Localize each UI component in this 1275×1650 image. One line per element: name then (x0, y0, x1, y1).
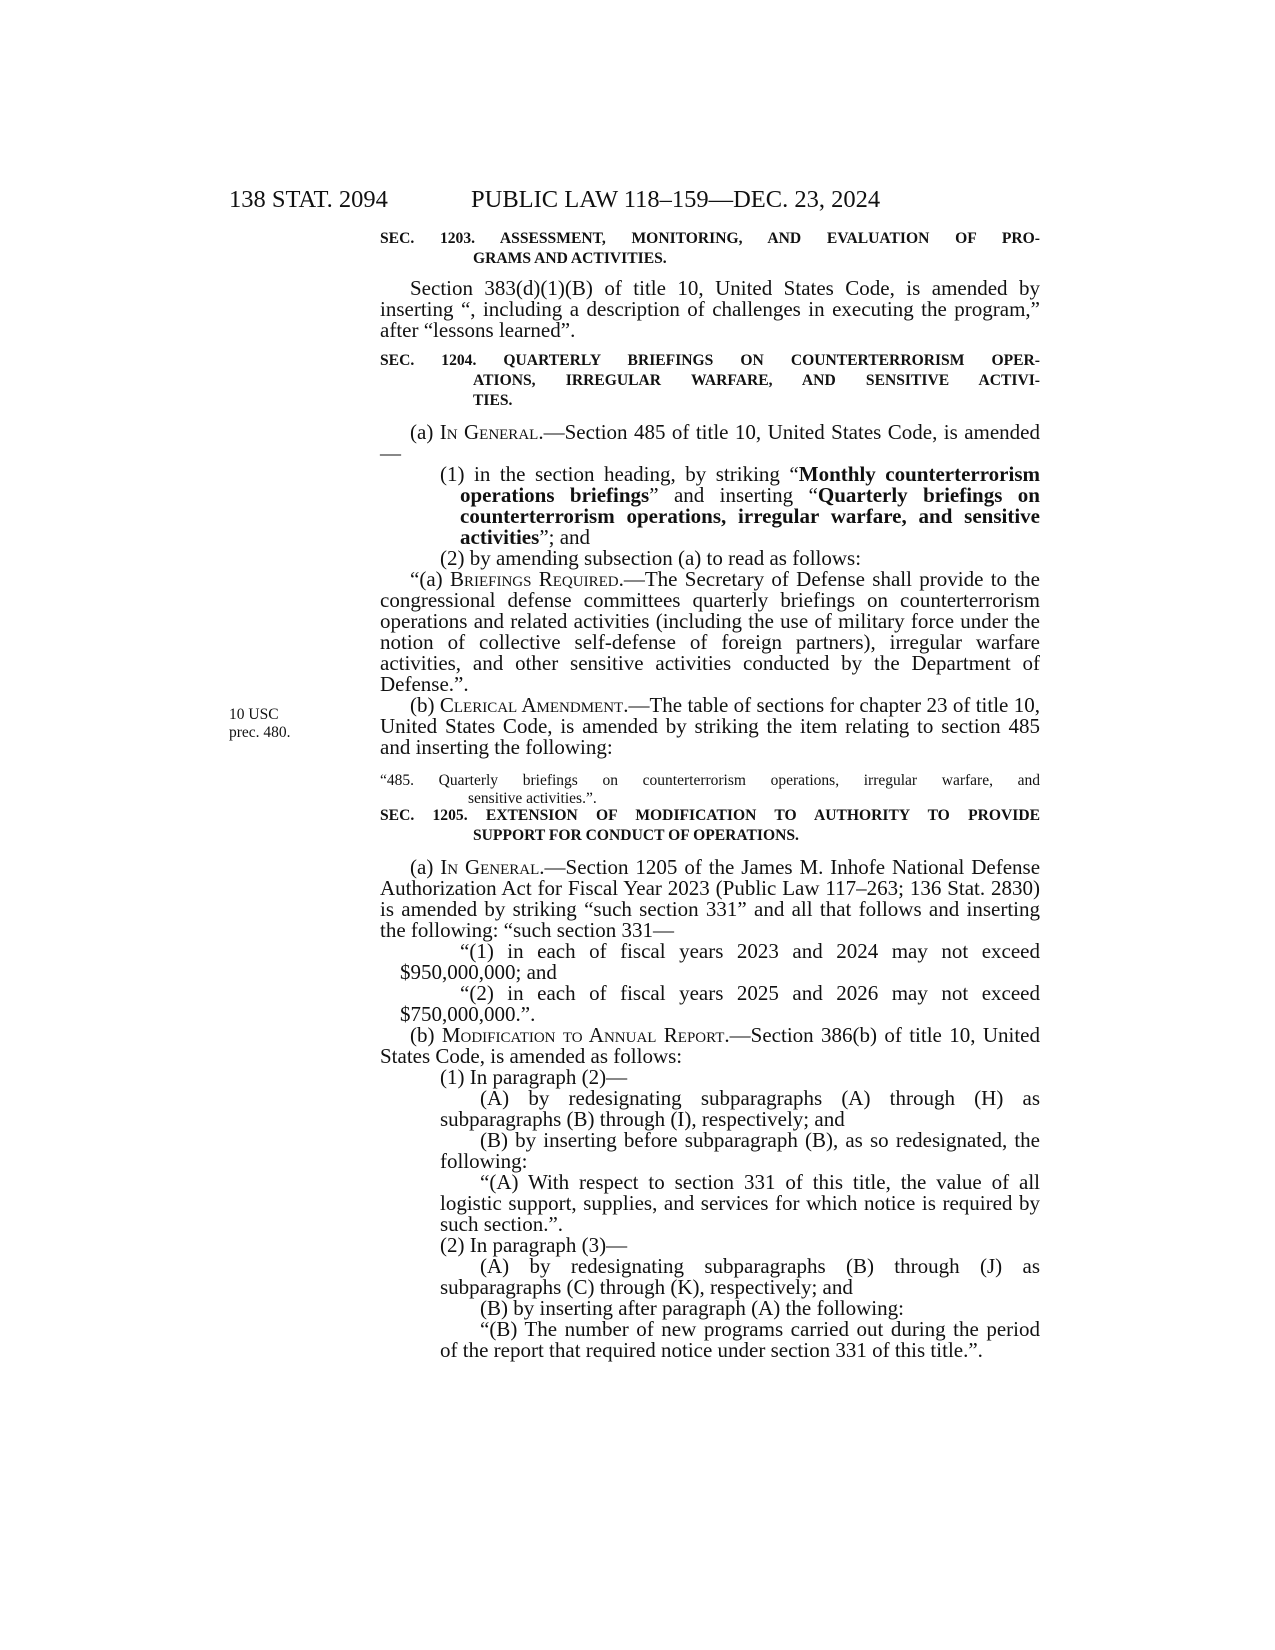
subsection-caption: In General (440, 855, 540, 879)
section-1203 (380, 229, 1040, 341)
table-of-sections-item (380, 772, 1040, 808)
quoted-paragraph-2: “(2) in each of fiscal years 2025 and 2026 may not exceed $750,000,000.”. (400, 981, 1040, 1026)
statute-page-number: 138 STAT. 2094 (229, 186, 388, 213)
quoted-paragraph-1: “(1) in each of fiscal years 2023 and 2024 may not exceed $950,000,000; and (400, 939, 1040, 984)
page-header (229, 186, 1040, 216)
paragraph-1 (380, 464, 1040, 548)
subsection-b (380, 1025, 1040, 1067)
margin-citation-line2: prec. 480. (229, 724, 291, 741)
quoted-subsection-a (380, 569, 1040, 695)
quoted-label: “(a) (410, 567, 450, 591)
quoted-text: .—The Secretary of Defense shall provide to the congressional defense committees quarterly briefings on counterterrorism operations and related activities (including the use of military force under the notion of collective self-defense of foreign partners), irregular warfare activities, and other sensitive activities conducted by the Department of Defense.”. (380, 567, 1040, 696)
section-heading-line1: SEC. 1204. QUARTERLY BRIEFINGS ON COUNTERTERRORISM OPER- (380, 352, 1040, 369)
paragraph-2: (2) In paragraph (3)— (440, 1233, 628, 1257)
subsection-text: .—The table of sections for chapter 23 of title 10, United States Code, is amended by striking the item relating to section 485 and inserting the following: (380, 693, 1040, 759)
section-1205 (380, 806, 1040, 1361)
paragraph-text: (1) in the section heading, by striking “ (440, 462, 799, 486)
section-heading (380, 229, 1040, 269)
section-heading (380, 351, 1040, 411)
new-heading: Quarterly briefings on counterterrorism operations, irregular warfare, and sensitive activities (460, 483, 1040, 549)
running-head: PUBLIC LAW 118–159—DEC. 23, 2024 (471, 186, 881, 213)
quoted-caption: Briefings Required (449, 567, 619, 591)
margin-citation-line1: 10 USC (229, 706, 279, 723)
section-heading-line1: SEC. 1203. ASSESSMENT, MONITORING, AND EVALUATION OF PRO- (380, 230, 1040, 247)
subsection-label: (b) (410, 1023, 442, 1047)
subsection-caption: Modification to Annual Report (441, 1023, 725, 1047)
toc-line1: “485. Quarterly briefings on counterterrorism operations, irregular warfare, and (380, 772, 1040, 789)
paragraph-1: (1) In paragraph (2)— (440, 1065, 628, 1089)
subsection-text: .—Section 386(b) of title 10, United States Code, is amended as follows: (380, 1023, 1040, 1068)
quoted-subparagraph-B: “(B) The number of new programs carried out during the period of the report that required notice under section 331 of this title.”. (440, 1317, 1040, 1362)
section-heading-line3: TIES. (473, 392, 513, 409)
quoted-subparagraph-A: “(A) With respect to section 331 of this title, the value of all logistic support, supplies, and services for which notice is required by such section.”. (440, 1170, 1040, 1236)
section-heading-line2: ATIONS, IRREGULAR WARFARE, AND SENSITIVE ACTIVI- (473, 372, 1040, 389)
subsection-label: (a) (410, 855, 441, 879)
toc-line2: sensitive activities.”. (468, 790, 597, 807)
subsection-label: (b) (410, 693, 440, 717)
margin-citation (229, 706, 291, 742)
subparagraph-2B: (B) by inserting after paragraph (A) the following: (480, 1296, 904, 1320)
paragraph-text: ” and inserting “ (649, 483, 818, 507)
subsection-a (380, 857, 1040, 941)
subsection-text: .—Section 1205 of the James M. Inhofe National Defense Authorization Act for Fiscal Year 2023 (Public Law 117–263; 136 Stat. 2830) is amended by striking “such section 331” and all that follows and inserting the following: “such section 331— (380, 855, 1041, 942)
section-heading-line2: GRAMS AND ACTIVITIES. (473, 250, 667, 267)
subsection-text: .—Section 485 of title 10, United States Code, is amended— (380, 420, 1040, 465)
section-heading (380, 806, 1040, 846)
section-heading-line2: SUPPORT FOR CONDUCT OF OPERATIONS. (473, 827, 799, 844)
subsection-caption: In General (439, 420, 539, 444)
subsection-a (380, 422, 1040, 464)
subparagraph-2A: (A) by redesignating subparagraphs (B) through (J) as subparagraphs (C) through (K), respectively; and (440, 1254, 1040, 1299)
subsection-label: (a) (410, 420, 440, 444)
subsection-caption: Clerical Amendment (439, 693, 624, 717)
section-1204 (380, 351, 1040, 808)
subparagraph-1A: (A) by redesignating subparagraphs (A) through (H) as subparagraphs (B) through (I), respectively; and (440, 1086, 1040, 1131)
section-heading-line1: SEC. 1205. EXTENSION OF MODIFICATION TO AUTHORITY TO PROVIDE (380, 807, 1040, 824)
subsection-b (380, 695, 1040, 758)
paragraph-2: (2) by amending subsection (a) to read as follows: (440, 546, 862, 570)
paragraph-text: ”; and (539, 525, 591, 549)
subparagraph-1B: (B) by inserting before subparagraph (B), as so redesignated, the following: (440, 1128, 1040, 1173)
struck-heading: Monthly counterterrorism operations briefings (460, 462, 1040, 507)
section-body: Section 383(d)(1)(B) of title 10, United States Code, is amended by inserting “, including a description of challenges in executing the program,” after “lessons learned”. (380, 276, 1040, 342)
